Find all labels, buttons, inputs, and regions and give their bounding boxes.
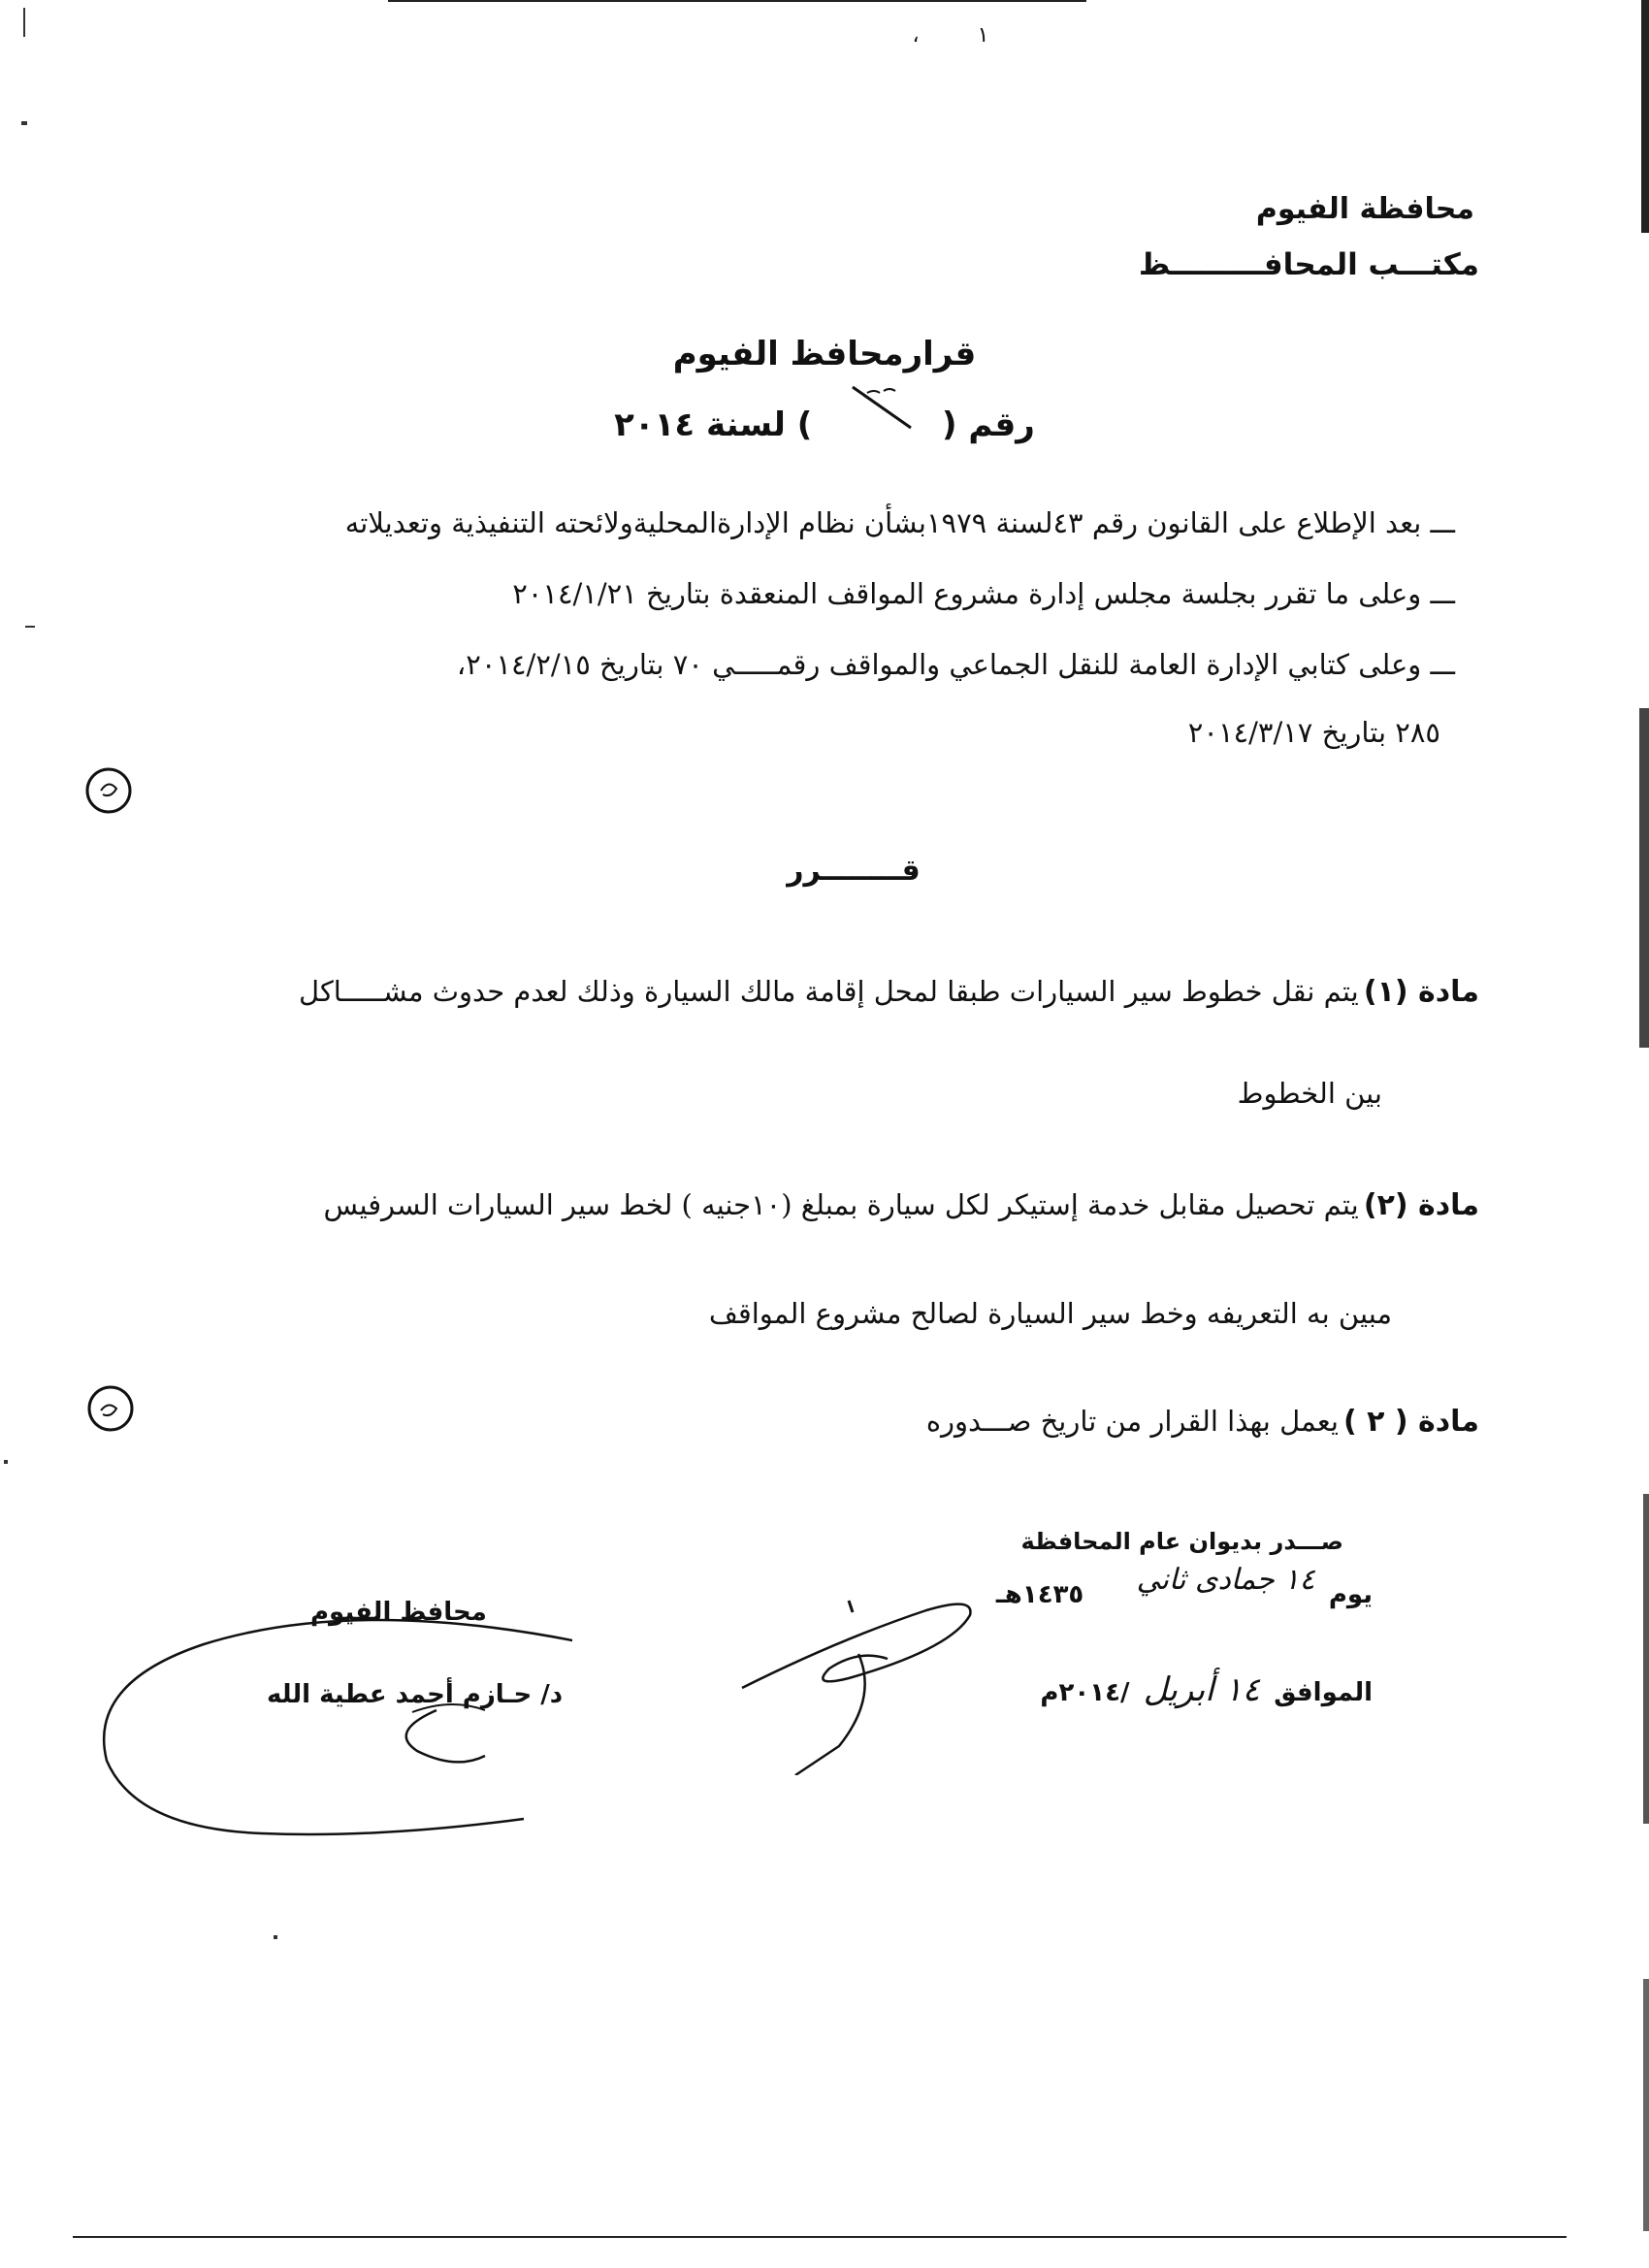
article-2-text: يتم تحصيل مقابل خدمة إستيكر لكل سيارة بمبلغ (١٠جنيه ) لخط سير السيارات السرفيس (323, 1188, 1359, 1221)
issuance-hijri-date (995, 1563, 1373, 1610)
preamble-line-2: ـــ وعلى ما تقرر بجلسة مجلس إدارة مشروع المواقف المنعقدة بتاريخ ٢٠١٤/١/٢١ (512, 577, 1455, 610)
preamble-line-4: ٢٨٥ بتاريخ ٢٠١٤/٣/١٧ (1187, 716, 1440, 749)
article-2-continuation: مبين به التعريفه وخط سير السيارة لصالح مشروع المواقف (708, 1297, 1392, 1330)
day-label: يوم (1328, 1580, 1373, 1609)
page-number-paren: ، (912, 23, 920, 48)
gregorian-handwritten-date: ١٤ أبريل (1143, 1670, 1260, 1709)
article-1-label: مادة (١) (1363, 975, 1479, 1009)
scan-speck (274, 1935, 277, 1939)
hijri-year: ١٤٣٥هـ (995, 1580, 1084, 1609)
article-1 (199, 975, 1479, 1009)
scan-edge-bottom (1643, 1979, 1649, 2231)
office-header: مكتـــب المحافـــــــــظ (1138, 247, 1479, 282)
decree-number-line (0, 405, 1649, 444)
margin-mark (21, 121, 27, 125)
hijri-handwritten-date: ١٤ جمادى ثاني (1136, 1563, 1315, 1597)
gregorian-label: الموافق (1274, 1678, 1373, 1707)
bottom-rule (73, 2236, 1567, 2238)
decided-heading: قــــــــرر (787, 854, 921, 888)
governorate-header: محافظة الفيوم (1255, 192, 1474, 226)
page-number: ، ١ (912, 23, 989, 48)
decree-number-handwritten (824, 406, 930, 436)
issuance-line: صـــدر بديوان عام المحافظة (1020, 1528, 1343, 1555)
decree-number-suffix: ) لسنة ٢٠١٤ (614, 405, 813, 444)
scan-edge-lower (1643, 1494, 1649, 1824)
article-1-continuation: بين الخطوط (1237, 1077, 1382, 1110)
handwritten-number-mark (824, 379, 930, 437)
decree-number-prefix: رقم ( (941, 405, 1035, 444)
preamble-line-3: ـــ وعلى كتابي الإدارة العامة للنقل الجماعي والمواقف رقمـــــي ٧٠ بتاريخ ٢٠١٤/٢/١٥، (456, 648, 1455, 681)
margin-mark (25, 626, 35, 628)
scan-edge-top (1641, 0, 1649, 233)
official-signature (732, 1591, 1004, 1775)
signatory-name: د/ حـازم أحمد عطية الله (267, 1680, 564, 1709)
top-rule (388, 0, 1086, 2)
margin-mark (23, 8, 25, 37)
article-3 (509, 1405, 1479, 1439)
article-3-text: يعمل بهذا القرار من تاريخ صـــدوره (925, 1405, 1339, 1438)
governor-signature (68, 1605, 572, 1858)
margin-mark (4, 1460, 8, 1464)
signatory-title: محافظ الفيوم (310, 1598, 487, 1627)
preamble-line-1: ـــ بعد الإطلاع على القانون رقم ٤٣لسنة ١٩٧٩بشأن نظام الإدارةالمحليةولائحته التنفيذية وتعديلاته (344, 506, 1455, 539)
issuance-gregorian-date (1040, 1670, 1373, 1709)
article-3-label: مادة ( ٢ ) (1342, 1405, 1479, 1439)
margin-circle-mark (80, 761, 138, 820)
margin-circle-mark (81, 1379, 140, 1438)
article-2-label: مادة (٢) (1363, 1188, 1479, 1222)
article-2 (199, 1188, 1479, 1222)
article-1-text: يتم نقل خطوط سير السيارات طبقا لمحل إقامة مالك السيارة وذلك لعدم حدوث مشـــــاكل (299, 975, 1359, 1008)
decree-title: قرارمحافظ الفيوم (672, 335, 977, 373)
gregorian-year: /٢٠١٤م (1040, 1678, 1130, 1707)
